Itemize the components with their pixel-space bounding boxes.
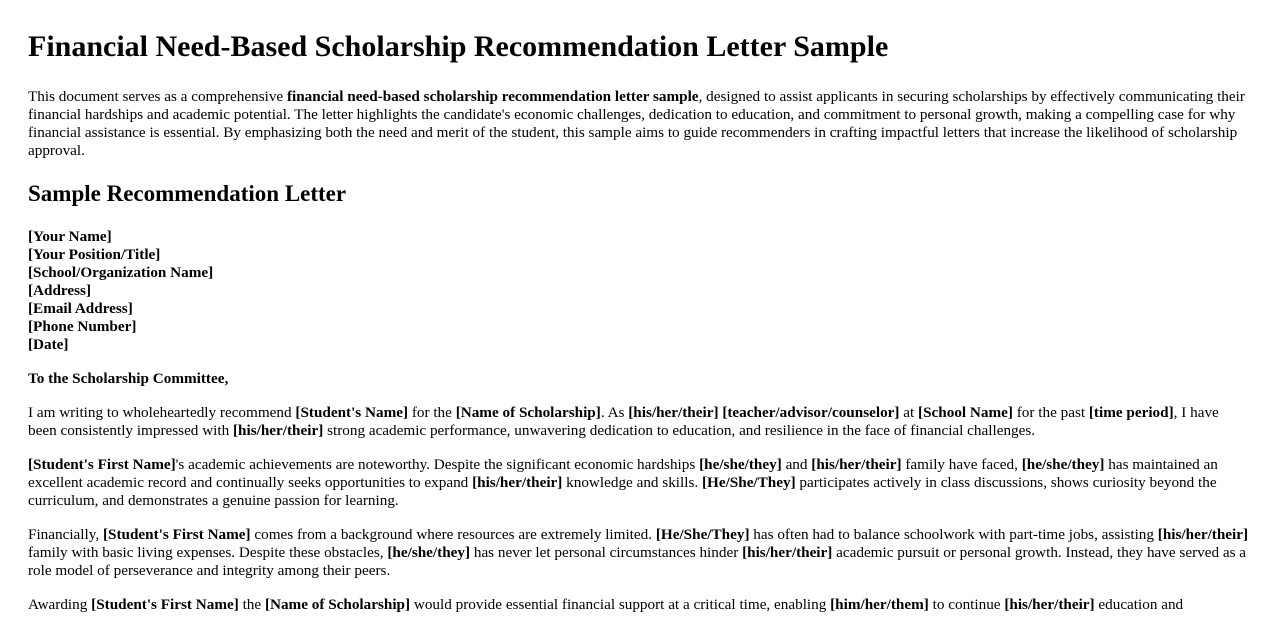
sender-position: [Your Position/Title] (28, 246, 161, 263)
letter-paragraph-3 (28, 526, 1250, 580)
placeholder: [his/her/their] (1004, 596, 1095, 613)
placeholder: [Student's First Name] (28, 456, 176, 473)
placeholder: [Student's First Name] (102, 526, 251, 543)
text: knowledge and skills. (562, 474, 702, 491)
text: education and (1094, 596, 1184, 613)
sender-organization: [School/Organization Name] (28, 264, 214, 281)
document-page (0, 30, 1278, 614)
placeholder: [his/her/their] (811, 456, 902, 473)
placeholder: [his/her/their] (742, 544, 833, 561)
intro-text: This document serves as a comprehensive (28, 88, 287, 105)
placeholder: [School Name] (918, 404, 1013, 421)
text: has never let personal circumstances hinder (470, 544, 743, 561)
text: Financially, (28, 526, 103, 543)
text: . As (600, 404, 629, 421)
text: the (238, 596, 265, 613)
letter-paragraph-2 (28, 456, 1250, 510)
sender-address-block (28, 228, 1250, 354)
placeholder: [he/she/they] (1021, 456, 1105, 473)
text: academic pursuit or personal growth. Instead, they have served as a role model of perseverance and integrity among their peers. (28, 544, 1247, 579)
text: would provide essential financial support at a critical time, enabling (410, 596, 831, 613)
text: family have faced, (901, 456, 1022, 473)
placeholder: [time period] (1088, 404, 1174, 421)
salutation: To the Scholarship Committee, (28, 370, 229, 387)
placeholder: [He/She/They] (655, 526, 750, 543)
text: has maintained an excellent academic record and continually seeks opportunities to expand (28, 456, 1218, 491)
text: I am writing to wholeheartedly recommend (28, 404, 296, 421)
intro-paragraph (28, 88, 1250, 160)
letter-paragraph-4 (28, 596, 1250, 614)
sender-email: [Email Address] (28, 300, 133, 317)
text: family with basic living expenses. Despite these obstacles, (28, 544, 388, 561)
text: for the (408, 404, 456, 421)
placeholder: [Name of Scholarship] (264, 596, 411, 613)
text: at (899, 404, 919, 421)
placeholder: [Name of Scholarship] (455, 404, 601, 421)
sender-phone: [Phone Number] (28, 318, 137, 335)
placeholder: [his/her/their] (1157, 526, 1249, 543)
text: to continue (928, 596, 1005, 613)
text: Awarding (28, 596, 92, 613)
page-title: Financial Need-Based Scholarship Recommendation Letter Sample (28, 30, 889, 63)
text: has often had to balance schoolwork with part-time jobs, assisting (749, 526, 1158, 543)
placeholder: [his/her/their] (628, 404, 719, 421)
placeholder: [teacher/advisor/counselor] (722, 404, 900, 421)
text: , I have been consistently impressed with (28, 404, 1219, 439)
placeholder: [he/she/they] (699, 456, 782, 473)
letter-paragraph-1 (28, 404, 1250, 440)
text: and (781, 456, 812, 473)
placeholder: [He/She/They] (701, 474, 796, 491)
sender-address: [Address] (28, 282, 92, 299)
section-heading: Sample Recommendation Letter (28, 181, 347, 206)
placeholder: [Student's First Name] (91, 596, 239, 613)
sender-name: [Your Name] (28, 228, 112, 245)
text: for the past (1012, 404, 1089, 421)
text: comes from a background where resources are extremely limited. (250, 526, 656, 543)
placeholder: [his/her/their] (233, 422, 324, 439)
intro-text: , designed to assist applicants in securing scholarships by effectively communicating their financial hardships and academic potential. The letter highlights the candidate's economic challenges, dedication to education, and commitment to personal growth, making a compelling case for why financial assistance is essential. By emphasizing both the need and merit of the student, this sample aims to guide recommenders in crafting impactful letters that increase the likelihood of scholarship approval. (28, 88, 1245, 159)
intro-bold-phrase: financial need-based scholarship recommendation letter sample (286, 88, 699, 105)
text: strong academic performance, unwavering dedication to education, and resilience in the face of financial challenges. (323, 422, 1036, 439)
placeholder: [him/her/them] (830, 596, 929, 613)
sender-date: [Date] (28, 336, 69, 353)
placeholder: [Student's Name] (295, 404, 409, 421)
text: participates actively in class discussions, shows curiosity beyond the curriculum, and demonstrates a genuine passion for learning. (28, 474, 1217, 509)
placeholder: [he/she/they] (387, 544, 471, 561)
placeholder: [his/her/their] (472, 474, 563, 491)
text: 's academic achievements are noteworthy. Despite the significant economic hardships (175, 456, 700, 473)
